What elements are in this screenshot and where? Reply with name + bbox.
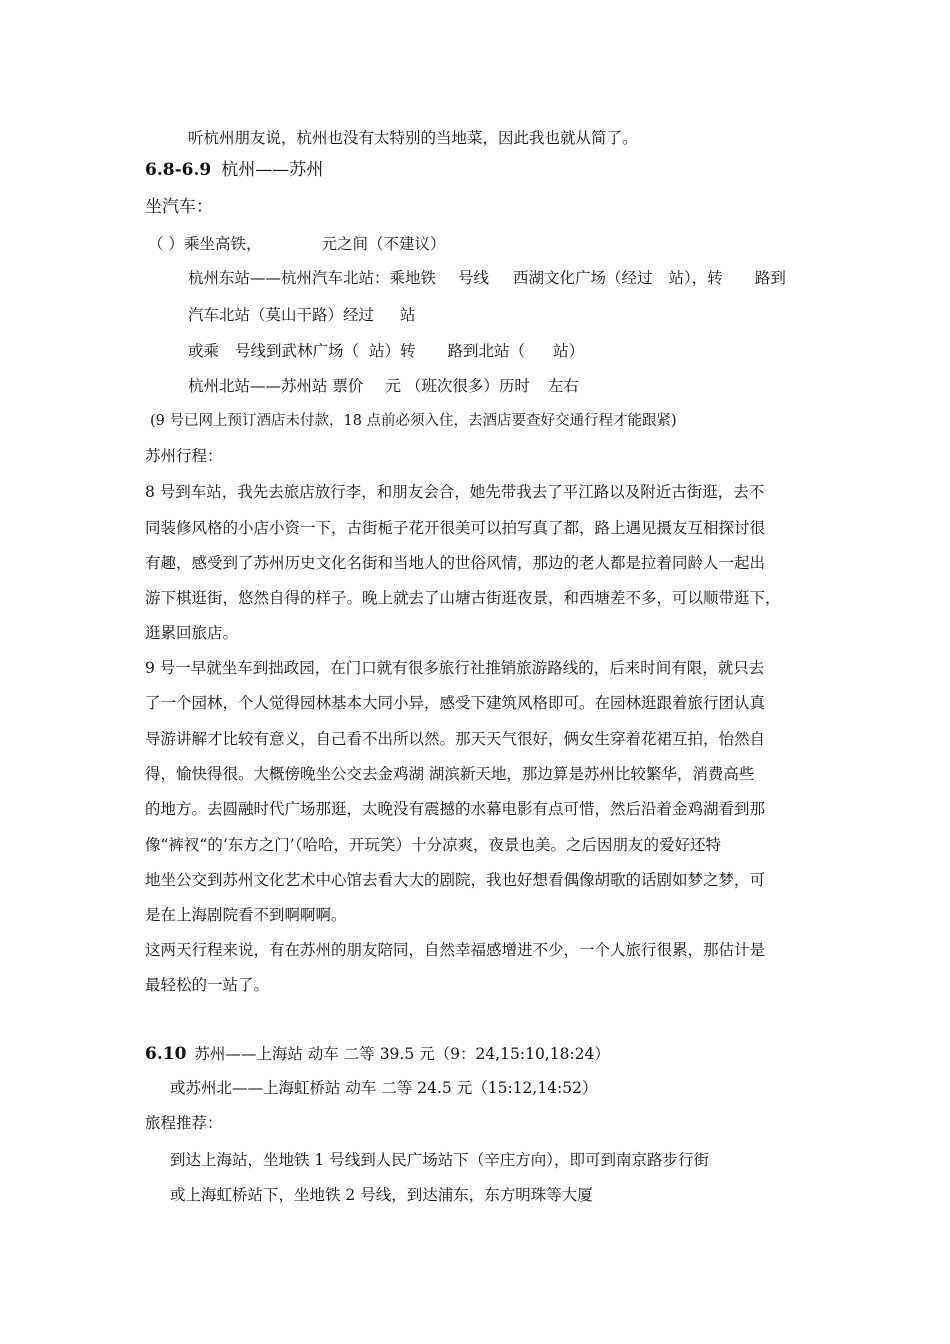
section-route: 杭州——苏州 (221, 160, 324, 180)
section-heading-hangzhou-suzhou (145, 160, 323, 180)
transit-line-2: 汽车北站（莫山干路）经过 站 (188, 306, 416, 324)
hotel-note: (9 号已网上预订酒店未付款，18 点前必须入住，去酒店要查好交通行程才能跟紧) (150, 413, 677, 429)
section-date: 6.8-6.9 (145, 160, 212, 180)
transit-line-1: 杭州东站——杭州汽车北站：乘地铁 号线 西湖文化广场（经过 站），转 路到 (188, 269, 786, 287)
bus-subheading: 坐汽车： (145, 197, 213, 217)
transit-line-3: 或乘 号线到武林广场（ 站）转 路到北站（ 站） (188, 342, 585, 360)
section-heading-suzhou-shanghai: 6.10 苏州——上海站 动车 二等 39.5 元（9：24,15:10,18:24） (145, 1044, 610, 1064)
alt-train-line: 或苏州北——上海虹桥站 动车 二等 24.5 元（15:12,14:52） (170, 1079, 598, 1097)
section-date: 6.10 (145, 1044, 187, 1064)
transit-line-4: 杭州北站——苏州站 票价 元 （班次很多）历时 左右 (188, 377, 579, 395)
highspeed-option: （ ）乘坐高铁， 元之间（不建议） (148, 235, 446, 253)
route-recommendation-heading: 旅程推荐： (145, 1114, 223, 1132)
recommendation-1: 到达上海站，坐地铁 1 号线到人民广场站下（辛庄方向），即可到南京路步行街 (170, 1151, 709, 1169)
intro-line: 听杭州朋友说，杭州也没有太特别的当地菜，因此我也就从简了。 (188, 129, 638, 147)
recommendation-2: 或上海虹桥站下，坐地铁 2 号线，到达浦东，东方明珠等大厦 (170, 1186, 593, 1204)
suzhou-itinerary-heading: 苏州行程： (145, 447, 223, 465)
option-bracket: （ ） (148, 235, 184, 253)
